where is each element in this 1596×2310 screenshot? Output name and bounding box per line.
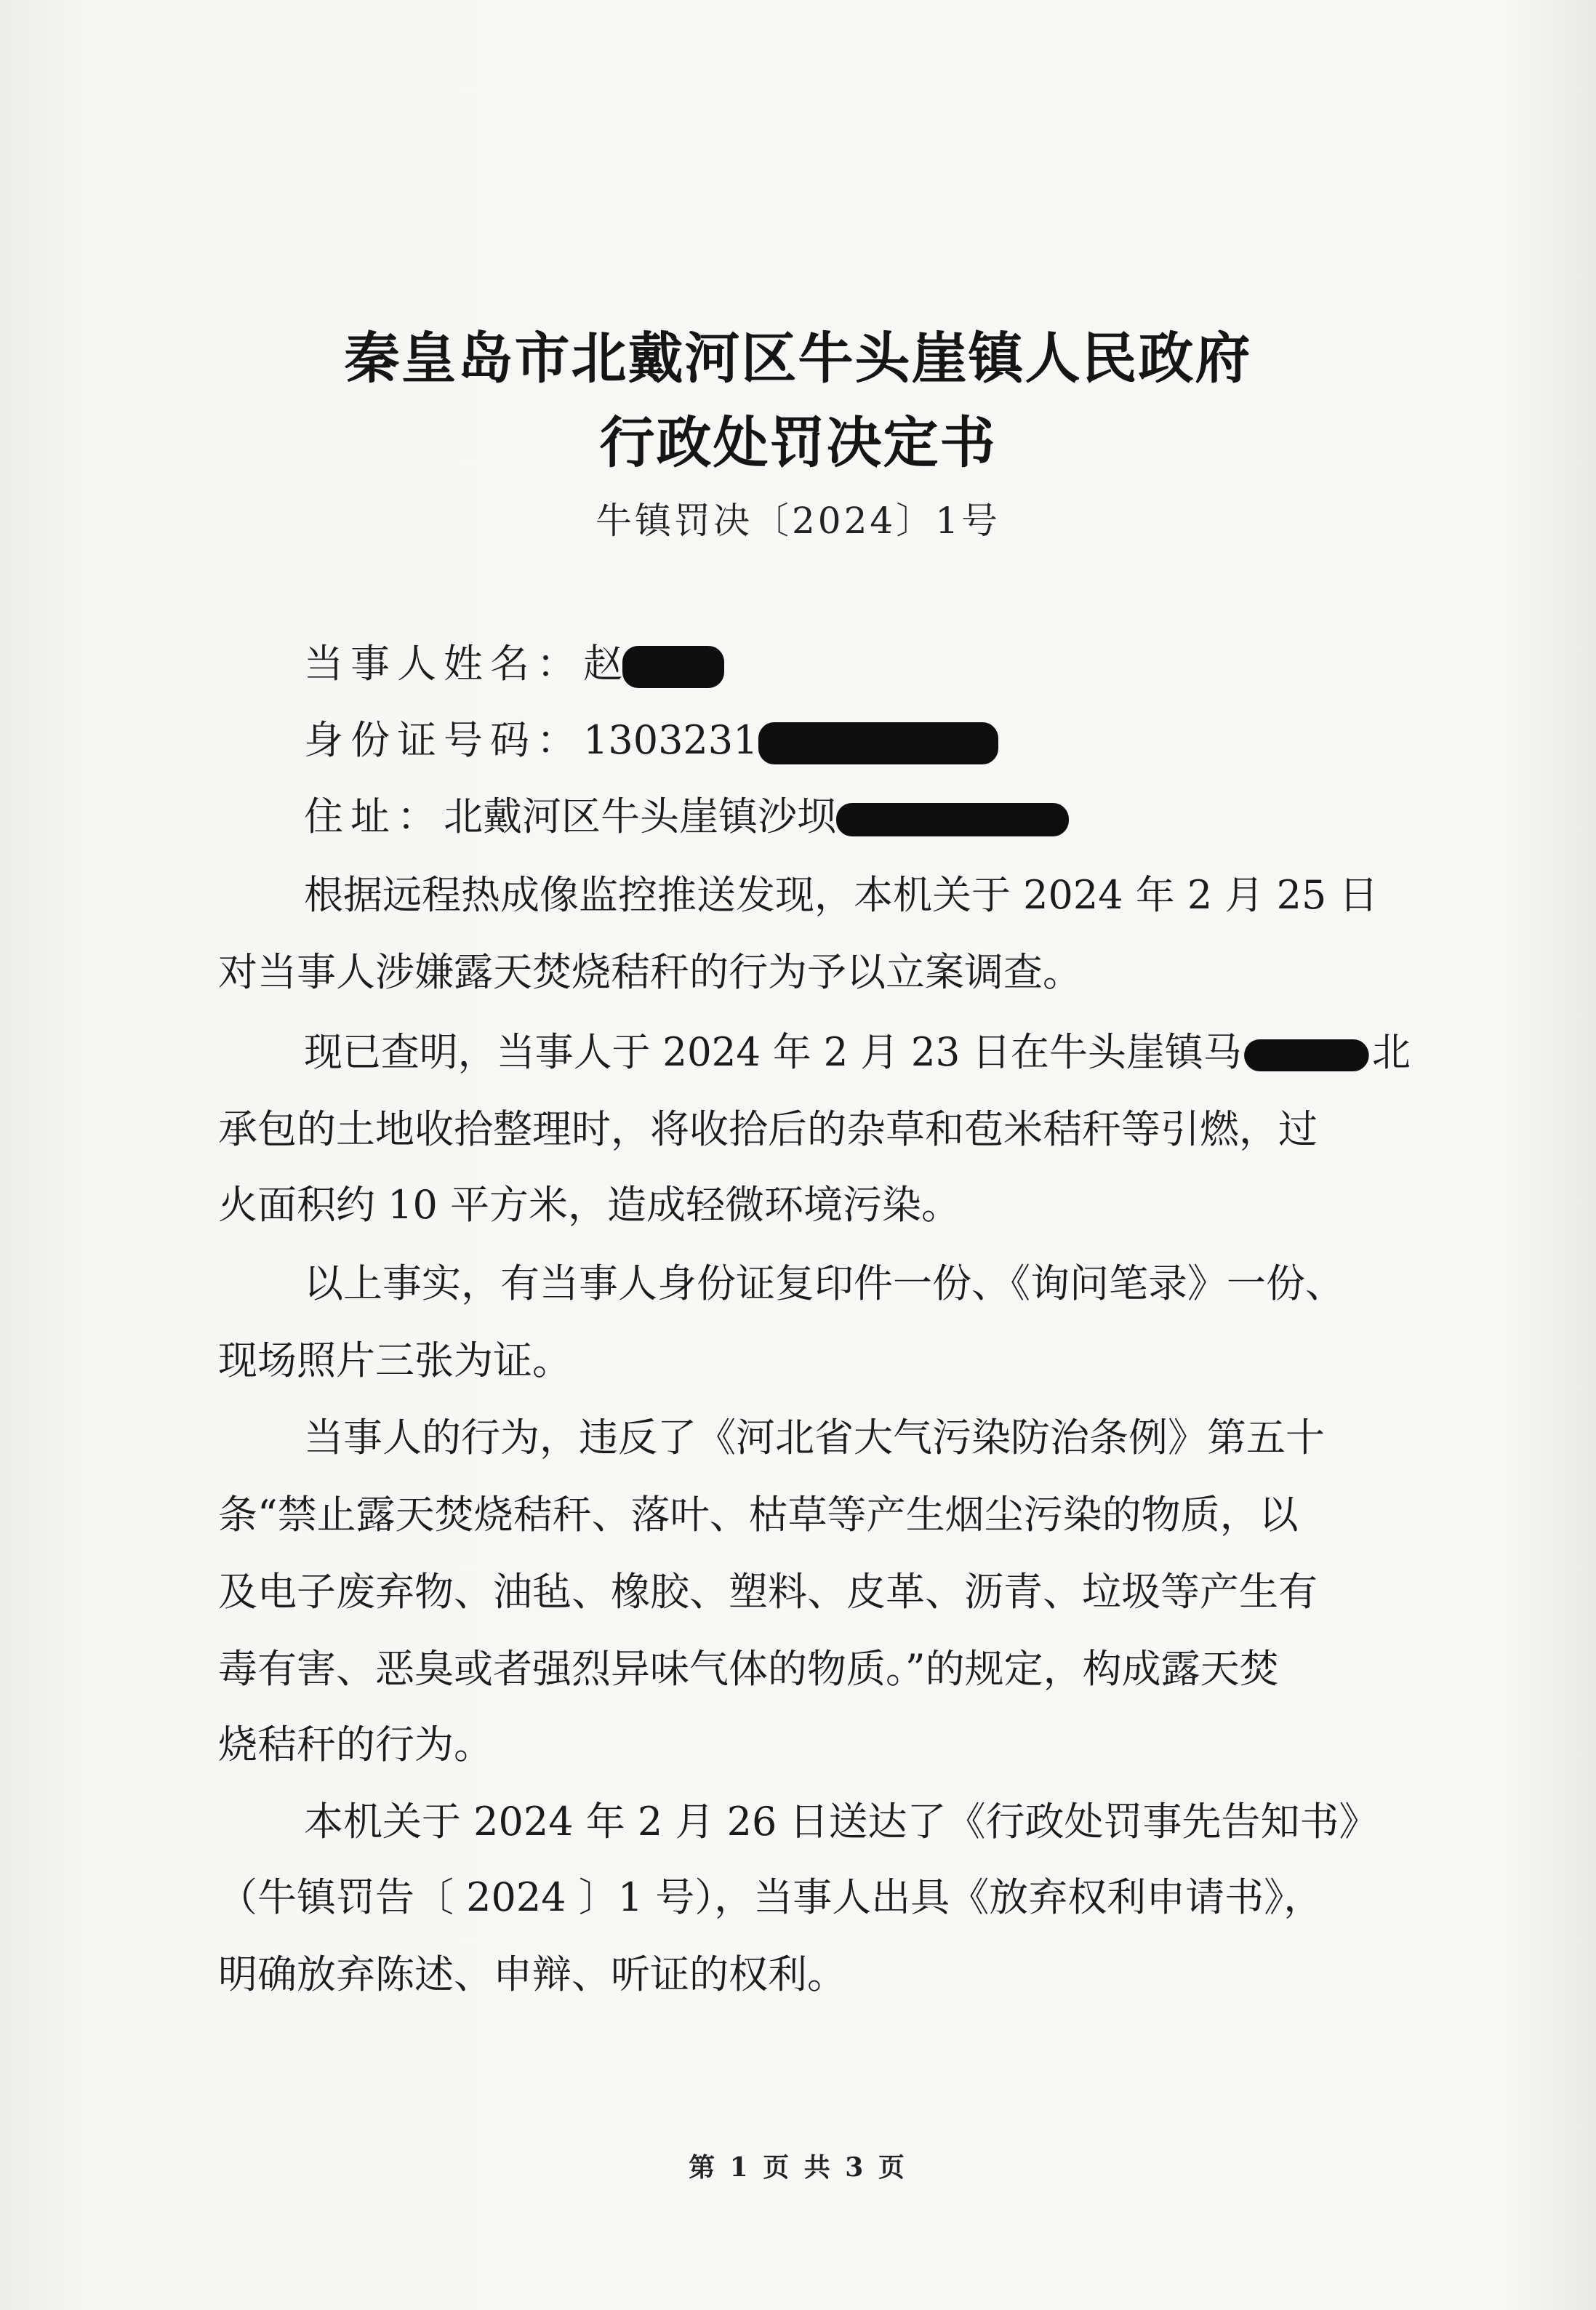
party-name-value: 赵 (583, 641, 622, 687)
party-id-value: 1303231 (583, 717, 758, 763)
party-address-label: 住址： (304, 794, 444, 839)
body-text-line: 以上事实，有当事人身份证复印件一份、《询问笔录》一份、 (304, 1260, 1344, 1306)
party-name-label: 当事人姓名： (304, 641, 583, 687)
body-text-line: 现场照片三张为证。 (218, 1338, 572, 1383)
party-name-row (304, 633, 724, 689)
body-text-line: 当事人的行为，违反了《河北省大气污染防治条例》第五十 (304, 1415, 1325, 1460)
party-id-label: 身份证号码： (304, 717, 583, 763)
body-text-line: 毒有害、恶臭或者强烈异味气体的物质。”的规定，构成露天焚 (218, 1646, 1279, 1692)
body-text-line: 明确放弃陈述、申辩、听证的权利。 (218, 1951, 846, 1997)
body-text-line: （牛镇罚告〔 2024 〕1 号），当事人出具《放弃权利申请书》， (218, 1874, 1323, 1920)
body-text-line: 火面积约 10 平方米，造成轻微环境污染。 (218, 1182, 961, 1228)
body-text-line: 承包的土地收拾整理时，将收拾后的杂草和苞米秸秆等引燃，过 (218, 1106, 1318, 1152)
body-text-line: 及电子废弃物、油毡、橡胶、塑料、皮革、沥青、垃圾等产生有 (218, 1569, 1318, 1615)
body-text-line: 根据远程热成像监控推送发现，本机关于 2024 年 2 月 25 日 (304, 872, 1379, 918)
redaction-mark (1245, 1039, 1370, 1071)
body-text-line: 本机关于 2024 年 2 月 26 日送达了《行政处罚事先告知书》 (304, 1799, 1379, 1845)
redaction-mark (622, 646, 724, 688)
document-title-issuer: 秦皇岛市北戴河区牛头崖镇人民政府 (344, 326, 1252, 391)
party-address-value: 北戴河区牛头崖镇沙坝 (444, 794, 836, 839)
document-number: 牛镇罚决〔2024〕1号 (595, 500, 1001, 542)
body-text-segment: 现已查明，当事人于 2024 年 2 月 23 日在牛头崖镇马 (304, 1029, 1242, 1075)
body-text-line: 条“禁止露天焚烧秸秆、落叶、枯草等产生烟尘污染的物质，以 (218, 1492, 1299, 1538)
redaction-mark (758, 722, 998, 764)
body-text-line: 对当事人涉嫌露天焚烧秸秆的行为予以立案调查。 (218, 949, 1082, 995)
page-number: 第 1 页 共 3 页 (689, 2152, 907, 2183)
party-id-row (304, 709, 998, 765)
document-title-type: 行政处罚决定书 (599, 410, 997, 475)
body-text-segment: 北 (1372, 1029, 1411, 1075)
redaction-mark (836, 803, 1069, 836)
body-text-line: 烧秸秆的行为。 (218, 1722, 493, 1767)
party-address-row (304, 786, 1069, 842)
body-text-line (304, 1021, 1411, 1077)
